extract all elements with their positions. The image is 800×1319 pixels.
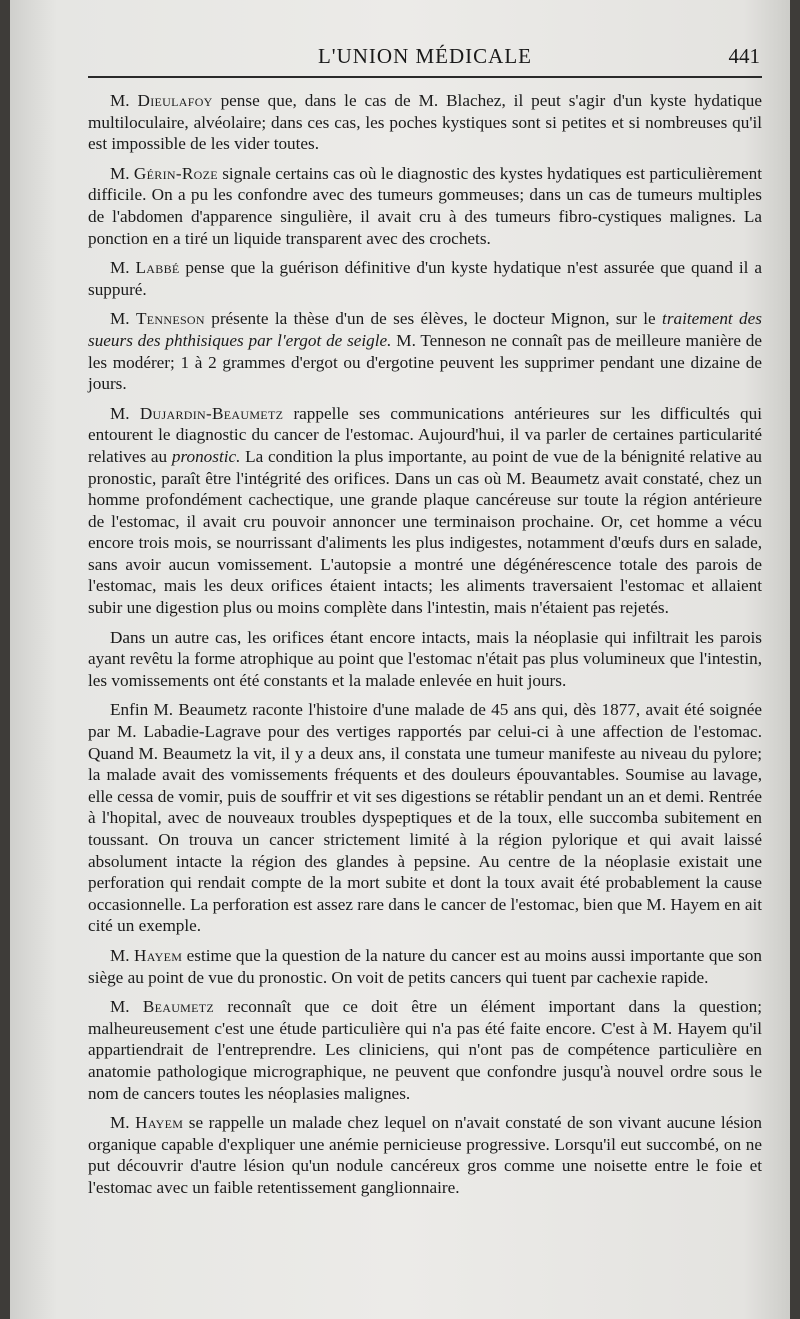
paragraph-text: M. Tenneson ne connaît pas de meilleure manière de les modérer; 1 à 2 grammes d'ergot ou d'ergotine peuvent les supprimer pendant une dizaine de jours.: [88, 330, 762, 394]
paragraph-tenneson: [88, 308, 762, 394]
paragraph-text: pense que la guérison définitive d'un kyste hydatique n'est assurée que quand il a suppuré.: [88, 258, 762, 299]
speaker-name: Gérin-Roze: [133, 163, 218, 183]
paragraph-labbe: [88, 257, 762, 300]
speaker-name: Dujardin-Beaumetz: [139, 403, 284, 423]
speaker-prefix: M.: [110, 91, 138, 110]
journal-title: L'UNION MÉDICALE: [317, 44, 532, 68]
speaker-prefix: M.: [110, 1113, 136, 1133]
speaker-prefix: M.: [110, 258, 136, 278]
emphasis-pronostic: pronostic.: [171, 446, 241, 466]
paragraph-text: se rappelle un malade chez lequel on n'avait constaté de son vivant aucune lésion organique capable d'expliquer une anémie pernicieuse progressive. Lorsqu'il eut succombé, on ne put découvrir d'autre lésion qu'un nodule cancéreux gros comme une noisette entre le foie et l'estomac avec un faible retentissement ganglionnaire.: [88, 1113, 762, 1197]
speaker-prefix: M.: [110, 163, 134, 183]
header-rule: [88, 76, 762, 78]
paragraph-text: reconnaît que ce doit être un élément important dans la question; malheureusement c'est une étude particulière qui n'a pas été faite encore. C'est à M. Hayem qu'il appartiendrait de l'entreprendre. Les cliniciens, qui n'ont pas de compétence particulière en anatomie pathologique micrographique, ne peuvent que confondre jusqu'à nouvel ordre sous le nom de cancers toutes les néoplasies malignes.: [88, 997, 762, 1103]
speaker-name: Tenneson: [135, 309, 205, 329]
paragraph-text: Enfin M. Beaumetz raconte l'histoire d'une malade de 45 ans qui, dès 1877, avait été soignée par M. Labadie-Lagrave pour des vertiges rapportés par celui-ci à une affection de l'estomac. Quand M. Beaumetz la vit, il y a deux ans, il constata une tumeur manifeste au niveau du pylore; la malade avait des vomissements fréquents et des douleurs épouvantables. Soumise au lavage, elle cessa de vomir, puis de souffrir et vit ses digestions se rétablir pendant un an et demi. Rentrée à l'hopital, avec de nouveaux troubles dyspeptiques et de la toux, elle succomba subitement en toussant. On trouva un cancer strictement limité à la région pylorique et qui avait laissé absolument intacte la région des glandes à pepsine. Au centre de la néoplasie existait une perforation qui rendait compte de la mort subite et dont la toux avait été probablement la cause occasionnelle. La perforation est assez rare dans le cancer de l'estomac, bien que M. Hayem en ait cité un exemple.: [88, 700, 762, 936]
paragraph-text: signale certains cas où le diagnostic des kystes hydatiques est particulièrement difficile. On a pu les confondre avec des tumeurs gommeuses; dans un cas de tumeurs multiples de l'abdomen d'apparence singulière, il avait cru à des tumeurs fibro-cystiques malignes. La ponction en a tiré un liquide transparent avec des crochets.: [88, 163, 762, 248]
paragraph-hayem: [88, 945, 762, 988]
speaker-name: Dieulafoy: [137, 91, 213, 110]
paragraph-text: rappelle ses communications antérieures sur les difficultés qui entourent le diagnostic du cancer de l'estomac. Aujourd'hui, il va parler de certaines particularité relatives au: [88, 403, 762, 466]
page-number: 441: [728, 44, 760, 68]
paragraph-dieulafoy: [88, 90, 762, 155]
paragraph-beaumetz: [88, 996, 762, 1104]
speaker-prefix: M.: [110, 403, 140, 423]
paragraph-hayem-2: [88, 1112, 762, 1198]
article-body: [88, 90, 762, 1207]
running-head: [90, 44, 760, 70]
paragraph-text: La condition la plus importante, au point de vue de la bénignité relative au pronostic, paraît être l'intégrité des orifices. Dans un cas où M. Beaumetz avait constaté, chez un homme profondément cachectique, une grande plaque cancéreuse sur toute la région antérieure de l'estomac, il avait cru pouvoir annoncer une terminaison prochaine. Or, cet homme a vécu encore trois mois, se nourrissant d'aliments les plus indigestes, notamment d'œufs durs en salade, sans avoir aucun vomissement. L'autopsie a montré une dégénérescence totale des parois de l'estomac, mais les deux orifices étaient intacts; les aliments traversaient l'estomac et allaient subir une digestion plus ou moins complète dans l'intestin, mais n'étaient pas rejetés.: [88, 446, 762, 618]
paragraph-text: Dans un autre cas, les orifices étant encore intacts, mais la néoplasie qui infiltrait les parois ayant revêtu la forme atrophique au point que l'estomac n'était pas plus volumineux que l'intestin, les vomissements ont été constants et la malade enlevée en huit jours.: [88, 627, 762, 690]
speaker-name: Hayem: [135, 1113, 184, 1133]
speaker-name: Hayem: [134, 945, 183, 965]
thesis-title: traitement des sueurs des phthisiques par l'ergot de seigle.: [88, 309, 762, 350]
paragraph-dujardin-beaumetz: [88, 403, 762, 619]
speaker-name: Beaumetz: [142, 997, 215, 1017]
paragraph-text: estime que la question de la nature du cancer est au moins aussi importante que son siège au point de vue du pronostic. On voit de petits cancers qui tuent par cachexie rapide.: [88, 945, 762, 987]
speaker-prefix: M.: [110, 309, 136, 329]
paragraph-text: présente la thèse d'un de ses élèves, le docteur Mignon, sur le: [204, 309, 663, 329]
paragraph-second-case: [88, 627, 762, 692]
speaker-prefix: M.: [110, 945, 135, 965]
speaker-name: Labbé: [135, 258, 180, 278]
paragraph-third-case: [88, 699, 762, 937]
journal-page: [10, 0, 790, 1319]
speaker-prefix: M.: [110, 997, 143, 1017]
paragraph-text: pense que, dans le cas de M. Blachez, il peut s'agir d'un kyste hydatique multiloculaire, alvéolaire; dans ces cas, les poches kystiques sont si petites et si nombreuses qu'il est impossible de les vider toutes.: [88, 91, 762, 154]
paragraph-gerin-roze: [88, 163, 762, 249]
